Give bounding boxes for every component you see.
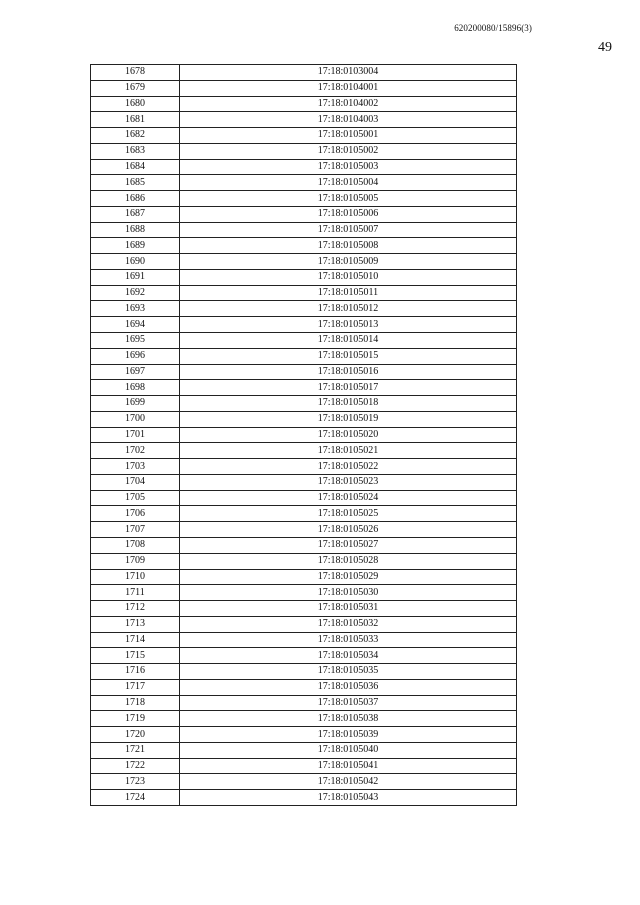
cadastral-code-cell: 17:18:0104001 [180, 80, 517, 96]
table-row [91, 601, 517, 617]
table-row [91, 191, 517, 207]
table-row [91, 143, 517, 159]
row-number-cell: 1716 [91, 664, 180, 680]
row-number-cell: 1694 [91, 317, 180, 333]
table-row [91, 427, 517, 443]
cadastral-code-cell: 17:18:0105040 [180, 742, 517, 758]
cadastral-code-cell: 17:18:0105014 [180, 333, 517, 349]
row-number-cell: 1704 [91, 474, 180, 490]
row-number-cell: 1721 [91, 742, 180, 758]
table-row [91, 616, 517, 632]
cadastral-code-cell: 17:18:0105043 [180, 790, 517, 806]
cadastral-code-cell: 17:18:0105007 [180, 222, 517, 238]
table-row [91, 96, 517, 112]
table-row [91, 112, 517, 128]
row-number-cell: 1679 [91, 80, 180, 96]
table-row [91, 65, 517, 81]
table-row [91, 411, 517, 427]
cadastral-code-cell: 17:18:0105024 [180, 490, 517, 506]
table-row [91, 175, 517, 191]
table-row [91, 364, 517, 380]
cadastral-code-cell: 17:18:0105003 [180, 159, 517, 175]
table-row [91, 774, 517, 790]
table-row [91, 727, 517, 743]
row-number-cell: 1698 [91, 380, 180, 396]
table-row [91, 553, 517, 569]
table-row [91, 396, 517, 412]
row-number-cell: 1724 [91, 790, 180, 806]
table-row [91, 585, 517, 601]
table-row [91, 128, 517, 144]
table-row [91, 664, 517, 680]
table-row [91, 348, 517, 364]
row-number-cell: 1713 [91, 616, 180, 632]
cadastral-code-cell: 17:18:0105013 [180, 317, 517, 333]
cadastral-code-cell: 17:18:0105001 [180, 128, 517, 144]
row-number-cell: 1685 [91, 175, 180, 191]
cadastral-code-cell: 17:18:0105010 [180, 269, 517, 285]
row-number-cell: 1710 [91, 569, 180, 585]
table-row [91, 254, 517, 270]
row-number-cell: 1678 [91, 65, 180, 81]
cadastral-code-cell: 17:18:0105026 [180, 522, 517, 538]
table-row [91, 159, 517, 175]
row-number-cell: 1722 [91, 758, 180, 774]
table-row [91, 443, 517, 459]
cadastral-code-cell: 17:18:0105039 [180, 727, 517, 743]
table-row [91, 679, 517, 695]
row-number-cell: 1701 [91, 427, 180, 443]
cadastral-code-cell: 17:18:0105018 [180, 396, 517, 412]
cadastral-code-cell: 17:18:0104002 [180, 96, 517, 112]
page-number: 49 [598, 40, 612, 55]
cadastral-code-cell: 17:18:0105033 [180, 632, 517, 648]
cadastral-code-cell: 17:18:0105015 [180, 348, 517, 364]
row-number-cell: 1705 [91, 490, 180, 506]
cadastral-code-cell: 17:18:0105041 [180, 758, 517, 774]
table-row [91, 758, 517, 774]
row-number-cell: 1706 [91, 506, 180, 522]
row-number-cell: 1684 [91, 159, 180, 175]
cadastral-code-cell: 17:18:0105006 [180, 206, 517, 222]
table-row [91, 80, 517, 96]
table-row [91, 695, 517, 711]
table-row [91, 569, 517, 585]
table-row [91, 537, 517, 553]
cadastral-code-cell: 17:18:0105004 [180, 175, 517, 191]
table-row [91, 632, 517, 648]
table-row [91, 474, 517, 490]
cadastral-code-cell: 17:18:0103004 [180, 65, 517, 81]
cadastral-code-cell: 17:18:0105036 [180, 679, 517, 695]
row-number-cell: 1691 [91, 269, 180, 285]
table-row [91, 301, 517, 317]
row-number-cell: 1681 [91, 112, 180, 128]
cadastral-code-cell: 17:18:0105011 [180, 285, 517, 301]
cadastral-code-cell: 17:18:0105008 [180, 238, 517, 254]
table-row [91, 317, 517, 333]
cadastral-code-cell: 17:18:0105021 [180, 443, 517, 459]
cadastral-code-cell: 17:18:0105016 [180, 364, 517, 380]
table-row [91, 790, 517, 806]
cadastral-code-cell: 17:18:0105028 [180, 553, 517, 569]
row-number-cell: 1719 [91, 711, 180, 727]
row-number-cell: 1723 [91, 774, 180, 790]
cadastral-code-cell: 17:18:0105030 [180, 585, 517, 601]
cadastral-code-cell: 17:18:0105012 [180, 301, 517, 317]
cadastral-code-cell: 17:18:0105037 [180, 695, 517, 711]
row-number-cell: 1707 [91, 522, 180, 538]
cadastral-code-cell: 17:18:0105027 [180, 537, 517, 553]
row-number-cell: 1680 [91, 96, 180, 112]
table-row [91, 490, 517, 506]
cadastral-code-cell: 17:18:0105029 [180, 569, 517, 585]
table-row [91, 238, 517, 254]
table-row [91, 711, 517, 727]
cadastral-code-cell: 17:18:0105032 [180, 616, 517, 632]
cadastral-code-cell: 17:18:0105019 [180, 411, 517, 427]
table-row [91, 648, 517, 664]
row-number-cell: 1700 [91, 411, 180, 427]
table-row [91, 333, 517, 349]
row-number-cell: 1703 [91, 459, 180, 475]
row-number-cell: 1712 [91, 601, 180, 617]
row-number-cell: 1682 [91, 128, 180, 144]
row-number-cell: 1709 [91, 553, 180, 569]
row-number-cell: 1702 [91, 443, 180, 459]
row-number-cell: 1696 [91, 348, 180, 364]
cadastral-code-cell: 17:18:0105009 [180, 254, 517, 270]
row-number-cell: 1690 [91, 254, 180, 270]
cadastral-code-cell: 17:18:0105017 [180, 380, 517, 396]
row-number-cell: 1715 [91, 648, 180, 664]
row-number-cell: 1688 [91, 222, 180, 238]
table-row [91, 380, 517, 396]
cadastral-code-cell: 17:18:0104003 [180, 112, 517, 128]
table-row [91, 742, 517, 758]
table-row [91, 269, 517, 285]
row-number-cell: 1693 [91, 301, 180, 317]
row-number-cell: 1695 [91, 333, 180, 349]
cadastral-code-cell: 17:18:0105038 [180, 711, 517, 727]
row-number-cell: 1689 [91, 238, 180, 254]
table-row [91, 506, 517, 522]
cadastral-code-cell: 17:18:0105020 [180, 427, 517, 443]
row-number-cell: 1687 [91, 206, 180, 222]
cadastral-code-cell: 17:18:0105023 [180, 474, 517, 490]
cadastral-code-cell: 17:18:0105042 [180, 774, 517, 790]
table-body [91, 65, 517, 806]
row-number-cell: 1717 [91, 679, 180, 695]
cadastral-code-cell: 17:18:0105034 [180, 648, 517, 664]
cadastral-code-cell: 17:18:0105035 [180, 664, 517, 680]
table-row [91, 206, 517, 222]
row-number-cell: 1708 [91, 537, 180, 553]
row-number-cell: 1692 [91, 285, 180, 301]
cadastral-registry-table [90, 64, 517, 806]
row-number-cell: 1714 [91, 632, 180, 648]
row-number-cell: 1720 [91, 727, 180, 743]
row-number-cell: 1699 [91, 396, 180, 412]
table-row [91, 285, 517, 301]
row-number-cell: 1718 [91, 695, 180, 711]
cadastral-code-cell: 17:18:0105002 [180, 143, 517, 159]
row-number-cell: 1711 [91, 585, 180, 601]
row-number-cell: 1683 [91, 143, 180, 159]
table-row [91, 522, 517, 538]
cadastral-code-cell: 17:18:0105025 [180, 506, 517, 522]
cadastral-code-cell: 17:18:0105005 [180, 191, 517, 207]
table-row [91, 222, 517, 238]
cadastral-code-cell: 17:18:0105031 [180, 601, 517, 617]
cadastral-code-cell: 17:18:0105022 [180, 459, 517, 475]
document-reference: 620200080/15896(3) [454, 23, 532, 33]
row-number-cell: 1697 [91, 364, 180, 380]
table-row [91, 459, 517, 475]
row-number-cell: 1686 [91, 191, 180, 207]
